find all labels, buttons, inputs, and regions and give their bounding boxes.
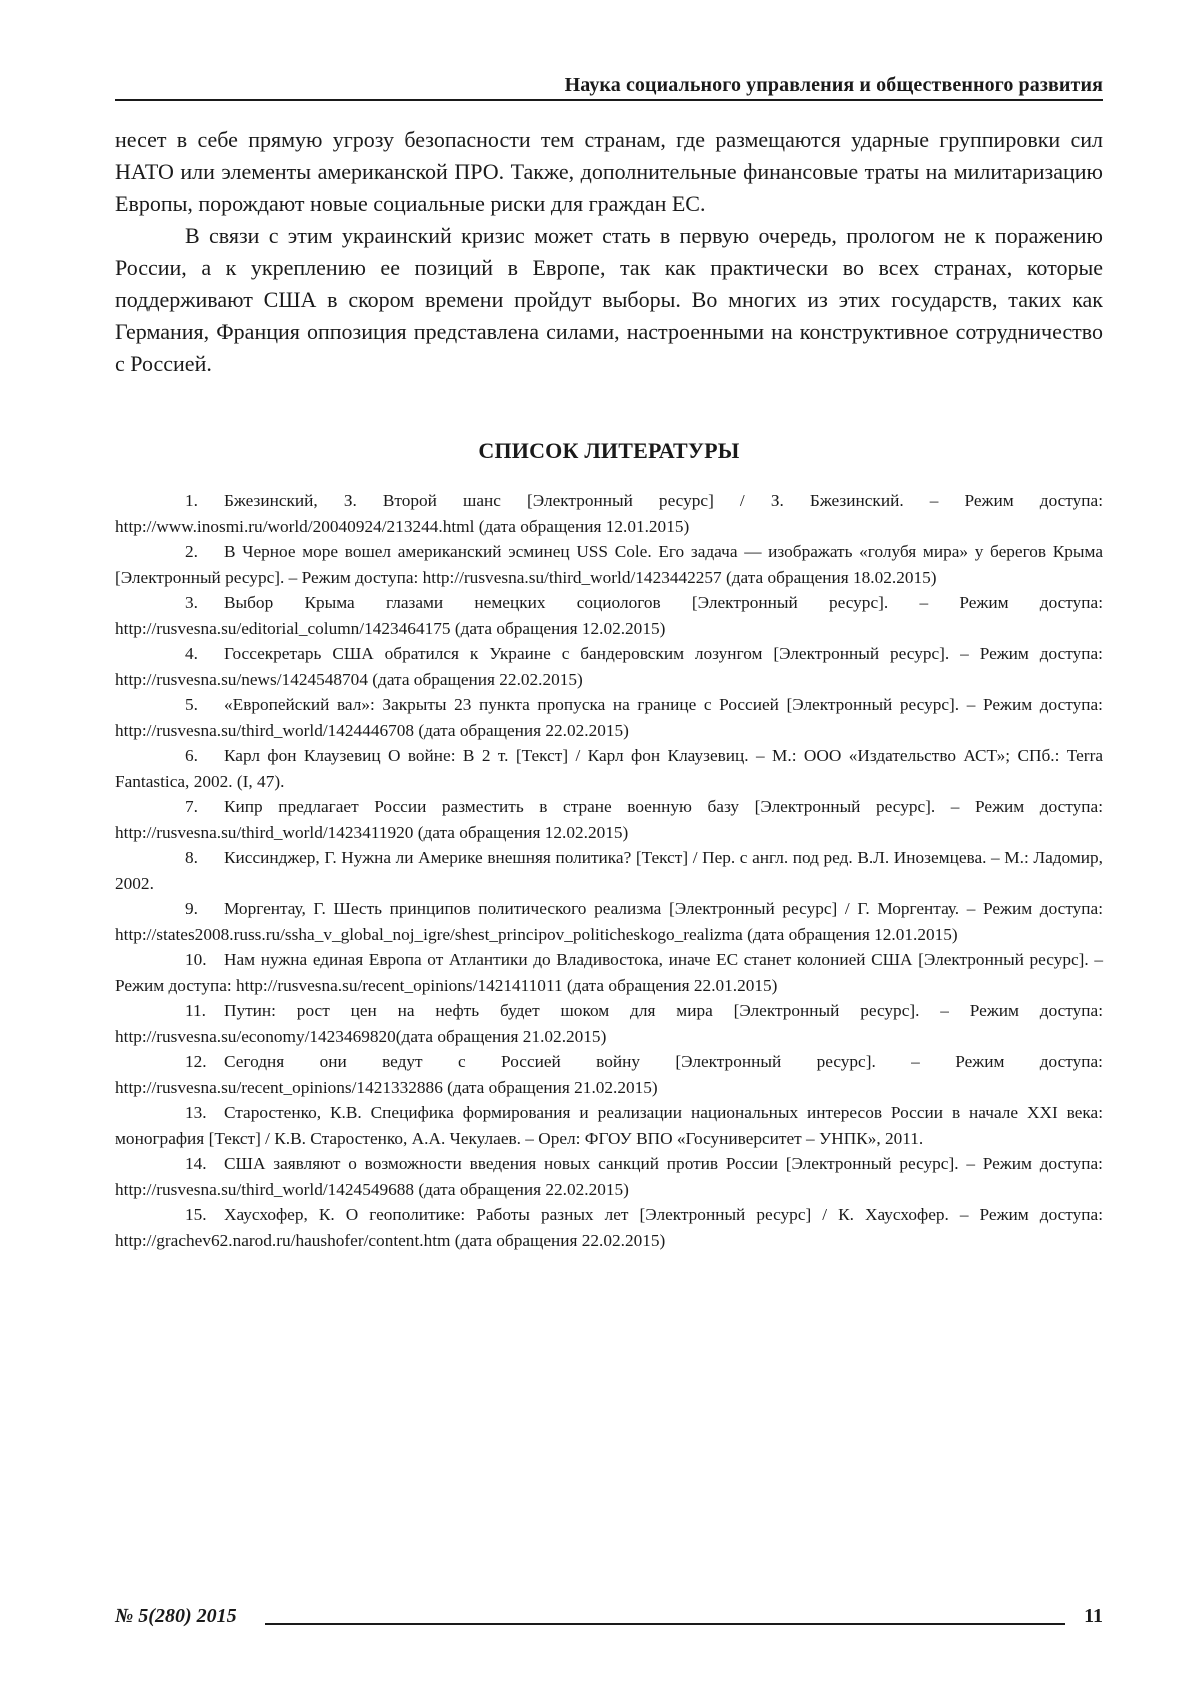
- reference-item: [115, 641, 1103, 692]
- reference-item: [115, 539, 1103, 590]
- reference-number: 15.: [185, 1205, 207, 1224]
- journal-title: Наука социального управления и общественного развития: [564, 74, 1103, 96]
- reference-item: [115, 845, 1103, 896]
- reference-number: 13.: [185, 1103, 207, 1122]
- reference-text: США заявляют о возможности введения новых санкций против России [Электронный ресурс]. – Режим доступа: http://rusvesna.su/third_world/1424549688 (дата обращения 22.02.2015): [115, 1154, 1103, 1199]
- references-heading: СПИСОК ЛИТЕРАТУРЫ: [478, 438, 740, 463]
- reference-number: 1.: [185, 491, 198, 510]
- reference-text: Старостенко, К.В. Специфика формирования и реализации национальных интересов России в начале XXI века: монография [Текст] / К.В. Старостенко, А.А. Чекулаев. – Орел: ФГОУ ВПО «Госуниверситет – УНПК», 2011.: [115, 1103, 1103, 1148]
- reference-item: [115, 896, 1103, 947]
- reference-item: [115, 743, 1103, 794]
- reference-text: Госсекретарь США обратился к Украине с бандеровским лозунгом [Электронный ресурс]. – Режим доступа: http://rusvesna.su/news/1424548704 (дата обращения 22.02.2015): [115, 644, 1103, 689]
- footer-rule: [265, 1623, 1065, 1625]
- reference-number: 6.: [185, 746, 198, 765]
- reference-item: [115, 1202, 1103, 1253]
- reference-text: Сегодня они ведут с Россией войну [Электронный ресурс]. – Режим доступа: http://rusvesna.su/recent_opinions/1421332886 (дата обращения 21.02.2015): [115, 1052, 1103, 1097]
- reference-number: 11.: [185, 1001, 206, 1020]
- reference-item: [115, 692, 1103, 743]
- reference-number: 5.: [185, 695, 198, 714]
- reference-item: [115, 590, 1103, 641]
- reference-number: 12.: [185, 1052, 207, 1071]
- page-footer: [115, 1605, 1103, 1635]
- reference-text: «Европейский вал»: Закрыты 23 пункта пропуска на границе с Россией [Электронный ресурс]. – Режим доступа: http://rusvesna.su/third_world/1424446708 (дата обращения 22.02.2015): [115, 695, 1103, 740]
- reference-text: Кипр предлагает России разместить в стране военную базу [Электронный ресурс]. – Режим доступа: http://rusvesna.su/third_world/1423411920 (дата обращения 12.02.2015): [115, 797, 1103, 842]
- reference-number: 9.: [185, 899, 198, 918]
- reference-text: Нам нужна единая Европа от Атлантики до Владивостока, иначе ЕС станет колонией США [Электронный ресурс]. – Режим доступа: http://rusvesna.su/recent_opinions/1421411011 (дата обращения 22.01.2015): [115, 950, 1103, 995]
- reference-text: Выбор Крыма глазами немецких социологов [Электронный ресурс]. – Режим доступа: http://rusvesna.su/editorial_column/1423464175 (дата обращения 12.02.2015): [115, 593, 1103, 638]
- running-header: [115, 69, 1103, 101]
- reference-number: 2.: [185, 542, 198, 561]
- reference-item: [115, 1151, 1103, 1202]
- reference-number: 4.: [185, 644, 198, 663]
- page-content: [115, 124, 1103, 1253]
- body-paragraph: несет в себе прямую угрозу безопасности тем странам, где размещаются ударные группировки сил НАТО или элементы американской ПРО. Также, дополнительные финансовые траты на милитаризацию Европы, порождают новые социальные риски для граждан ЕС.: [115, 127, 1103, 216]
- reference-text: Киссинджер, Г. Нужна ли Америке внешняя политика? [Текст] / Пер. с англ. под ред. В.Л. Иноземцева. – М.: Ладомир, 2002.: [115, 848, 1103, 893]
- reference-item: [115, 998, 1103, 1049]
- reference-number: 3.: [185, 593, 198, 612]
- reference-number: 10.: [185, 950, 207, 969]
- reference-text: Карл фон Клаузевиц О войне: В 2 т. [Текст] / Карл фон Клаузевиц. – М.: ООО «Издательство АСТ»; СПб.: Terra Fantastica, 2002. (I, 47).: [115, 746, 1103, 791]
- reference-item: [115, 794, 1103, 845]
- reference-number: 14.: [185, 1154, 207, 1173]
- reference-text: Хаусхофер, К. О геополитике: Работы разных лет [Электронный ресурс] / К. Хаусхофер. – Режим доступа: http://grachev62.narod.ru/haushofer/content.htm (дата обращения 22.02.2015): [115, 1205, 1103, 1250]
- page-number: 11: [1084, 1605, 1103, 1627]
- issue-number: № 5(280) 2015: [115, 1605, 237, 1627]
- reference-text: Моргентау, Г. Шесть принципов политического реализма [Электронный ресурс] / Г. Моргентау. – Режим доступа: http://states2008.russ.ru/ssha_v_global_noj_igre/shest_principov_politicheskogo_realizma (дата обращения 12.01.2015): [115, 899, 1103, 944]
- body-paragraph: В связи с этим украинский кризис может стать в первую очередь, прологом не к поражению России, а к укреплению ее позиций в Европе, так как практически во всех странах, которые поддерживают США в скором времени пройдут выборы. Во многих из этих государств, таких как Германия, Франция оппозиция представлена силами, настроенными на конструктивное сотрудничество с Россией.: [115, 223, 1103, 376]
- references-list: [115, 488, 1103, 1253]
- reference-item: [115, 1100, 1103, 1151]
- reference-text: В Черное море вошел американский эсминец USS Cole. Его задача — изображать «голубя мира» у берегов Крыма [Электронный ресурс]. – Режим доступа: http://rusvesna.su/third_world/1423442257 (дата обращения 18.02.2015): [115, 542, 1103, 587]
- reference-item: [115, 488, 1103, 539]
- reference-item: [115, 947, 1103, 998]
- reference-number: 8.: [185, 848, 198, 867]
- reference-item: [115, 1049, 1103, 1100]
- reference-text: Путин: рост цен на нефть будет шоком для мира [Электронный ресурс]. – Режим доступа: http://rusvesna.su/economy/1423469820(дата обращения 21.02.2015): [115, 1001, 1103, 1046]
- reference-text: Бжезинский, З. Второй шанс [Электронный ресурс] / З. Бжезинский. – Режим доступа: http://www.inosmi.ru/world/20040924/213244.html (дата обращения 12.01.2015): [115, 491, 1103, 536]
- reference-number: 7.: [185, 797, 198, 816]
